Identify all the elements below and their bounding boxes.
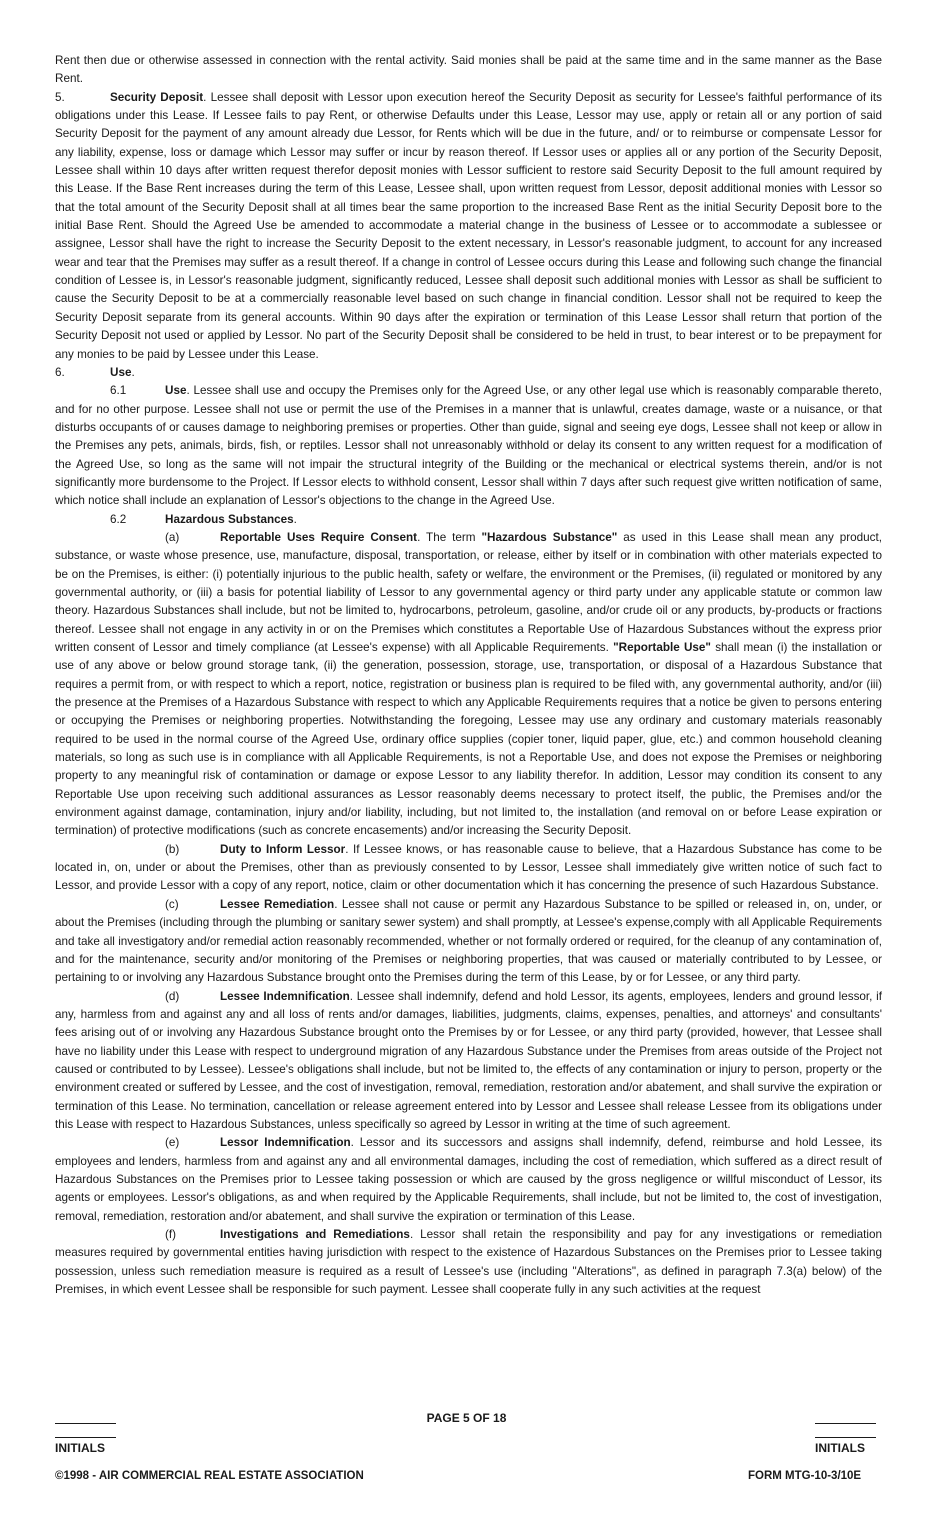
subsection-letter: (d) bbox=[165, 989, 180, 1003]
defined-term: "Hazardous Substance" bbox=[481, 530, 618, 544]
section-number: 6.2 bbox=[110, 512, 127, 526]
section-6-use bbox=[55, 364, 882, 382]
section-title: Use bbox=[165, 384, 187, 398]
subsection-letter: (e) bbox=[165, 1136, 180, 1150]
section-punct: . bbox=[131, 365, 135, 379]
subsection-d bbox=[55, 988, 882, 1135]
document-body bbox=[55, 52, 882, 1299]
section-6-2-hazardous-substances bbox=[55, 511, 882, 529]
subsection-letter: (f) bbox=[165, 1228, 177, 1241]
section-title: Security Deposit bbox=[110, 90, 204, 104]
subsection-title: Investigations and Remediations bbox=[220, 1228, 410, 1241]
section-punct: . bbox=[293, 512, 297, 526]
section-number: 6.1 bbox=[110, 384, 127, 398]
subsection-c bbox=[55, 896, 882, 988]
section-number: 6. bbox=[55, 365, 65, 379]
subsection-text: . The term bbox=[417, 530, 482, 544]
subsection-letter: (a) bbox=[165, 530, 180, 544]
subsection-title: Lessee Indemnification bbox=[220, 989, 350, 1003]
section-text: . Lessee shall use and occupy the Premises only for the Agreed Use, or any other legal use which is reasonably comparable thereto, and for no other purpose. Lessee shall not use or permit the use of the Premises in a manner that is unlawful, creates damage, waste or a nuisance, or that disturbs occupants of or causes damage to neighboring premises or properties. Other than guide, signal and seeing eye dogs, Lessee shall not keep or allow in the Premises any pets, animals, birds, fish, or reptiles. Lessor shall not unreasonably withhold or delay its consent to any written request for a modification of the Agreed Use, so long as the same will not impair the structural integrity of the Building or the mechanical or electrical systems therein, and/or is not significantly more burdensome to the Project. If Lessor elects to withhold consent, Lessor shall within 7 days after such request give written notification of same, which notice shall include an explanation of Lessor's objections to the change in the Agreed Use. bbox=[55, 384, 882, 508]
subsection-letter: (c) bbox=[165, 897, 179, 911]
subsection-a bbox=[55, 529, 882, 841]
form-number: FORM MTG-10-3/10E bbox=[748, 1470, 862, 1482]
subsection-title: Duty to Inform Lessor bbox=[220, 842, 346, 856]
subsection-e bbox=[55, 1134, 882, 1226]
subsection-text: . If Lessee knows, or has reasonable cause to believe, that a Hazardous Substance has come to be located in, on, under or about the Premises, other than as previously consented to by Lessor, Lessee shall immediately give written notice of such fact to Lessor, and provide Lessor with a copy of any report, notice, claim or other documentation which it has concerning the presence of such Hazardous Substance. bbox=[55, 842, 882, 893]
subsection-title: Lessee Remediation bbox=[220, 897, 335, 911]
section-text: . Lessee shall deposit with Lessor upon execution hereof the Security Deposit as security for Lessee's faithful performance of its obligations under this Lease. If Lessee fails to pay Rent, or otherwise Defaults under this Lease, Lessor may use, apply or retain all or any portion of said Security Deposit for the payment of any amount already due Lessor, for Rents which will be due in the future, and/ or to reimburse or compensate Lessor for any liability, expense, loss or damage which Lessor may suffer or incur by reason thereof. If Lessor uses or applies all or any portion of the Security Deposit, Lessee shall within 10 days after written request therefor deposit monies with Lessor sufficient to restore said Security Deposit to the full amount required by this Lease. If the Base Rent increases during the term of this Lease, Lessee shall, upon written request from Lessor, deposit additional monies with Lessor so that the total amount of the Security Deposit shall at all times bear the same proportion to the increased Base Rent as the initial Security Deposit bore to the initial Base Rent. Should the Agreed Use be amended to accommodate a material change in the business of Lessee or to accommodate a sublessee or assignee, Lessor shall have the right to increase the Security Deposit to the extent necessary, in Lessor's reasonable judgment, to account for any increased wear and tear that the Premises may suffer as a result thereof. If a change in control of Lessee occurs during this Lease and following such change the financial condition of Lessee is, in Lessor's reasonable judgment, significantly reduced, Lessee shall deposit such additional monies with Lessor as shall be sufficient to cause the Security Deposit to be at a commercially reasonable level based on such change in financial condition. Lessor shall not be required to keep the Security Deposit separate from its general accounts. Within 90 days after the expiration or termination of this Lease Lessor shall return that portion of the Security Deposit not used or applied by Lessor. No part of the Security Deposit shall be considered to be held in trust, to bear interest or to be prepayment for any monies to be paid by Lessee under this Lease. bbox=[55, 90, 882, 361]
subsection-text: . Lessor shall retain the responsibility and pay for any investigations or remediation measures required by governmental entities having jurisdiction with respect to the existence of Hazardous Substances on the Premises prior to Lessee taking possession, unless such remediation measure is required as a result of Lessee's use (including "Alterations", as defined in paragraph 7.3(a) below) of the Premises, in which event Lessee shall be responsible for such payment. Lessee shall cooperate fully in any such activities at the request bbox=[55, 1228, 882, 1297]
subsection-letter: (b) bbox=[165, 842, 180, 856]
initials-label-right: INITIALS bbox=[815, 1441, 865, 1455]
subsection-title: Reportable Uses Require Consent bbox=[220, 530, 418, 544]
subsection-text: . Lessor and its successors and assigns shall indemnify, defend, reimburse and hold Lessee, its employees and lenders, harmless from and against any and all environmental damages, including the cost of remediation, which suffered as a direct result of Hazardous Substances on the Premises prior to Lessee taking possession or which are caused by the gross negligence or willful misconduct of Lessor, its agents or employees. Lessor's obligations, as and when required by the Applicable Requirements, shall include, but not be limited to, the cost of investigation, removal, remediation, restoration and/or abatement, and shall survive the expiration or termination of this Lease. bbox=[55, 1136, 883, 1223]
subsection-text: as used in this Lease shall mean any product, substance, or waste whose presence, use, manufacture, disposal, transportation, or release, either by itself or in combination with other materials expected to be on the Premises, is either: (i) potentially injurious to the public health, safety or welfare, the environment or the Premises, (ii) regulated or monitored by any governmental authority, or (iii) a basis for potential liability of Lessor to any governmental agency or third party under any applicable statute or common law theory. Hazardous Substances shall include, but not be limited to, hydrocarbons, petroleum, gasoline, and/or crude oil or any products, by-products or fractions thereof. Lessee shall not engage in any activity in or on the Premises which constitutes a Reportable Use of Hazardous Substances without the express prior written consent of Lessor and timely compliance (at Lessee's expense) with all Applicable Requirements. bbox=[55, 530, 883, 654]
section-title: Hazardous Substances bbox=[165, 512, 294, 526]
subsection-text: shall mean (i) the installation or use of any above or below ground storage tank, (ii) the generation, possession, storage, use, transportation, or disposal of a Hazardous Substance that requires a permit from, or with respect to which a report, notice, registration or business plan is required to be filed with, any governmental authority, and/or (iii) the presence at the Premises of a Hazardous Substance with respect to which any Applicable Requirements requires that a notice be given to persons entering or occupying the Premises or neighboring properties. Notwithstanding the foregoing, Lessee may use any ordinary and customary materials reasonably required to be used in the normal course of the Agreed Use, ordinary office supplies (copier toner, liquid paper, glue, etc.) and common household cleaning materials, so long as such use is in compliance with all Applicable Requirements, is not a Reportable Use, and does not expose the Premises or neighboring property to any meaningful risk of contamination or damage or expose Lessor to any liability therefor. In addition, Lessor may condition its consent to any Reportable Use upon receiving such additional assurances as Lessor reasonably deems necessary to protect itself, the public, the Premises and/or the environment against damage, contamination, injury and/or liability, including, but not limited to, the installation (and removal on or before Lease expiration or termination) of protective modifications (such as concrete encasements) and/or increasing the Security Deposit. bbox=[55, 641, 882, 838]
subsection-title: Lessor Indemnification bbox=[220, 1136, 351, 1150]
initials-label-left: INITIALS bbox=[55, 1441, 105, 1455]
subsection-text: . Lessee shall not cause or permit any Hazardous Substance to be spilled or released in, on, under, or about the Premises (including through the plumbing or sanitary sewer system) and shall promptly, at Lessee's expense,comply with all Applicable Requirements and take all investigatory and/or remedial action reasonably recommended, whether or not formally ordered or required, for the cleanup of any contamination of, and for the maintenance, security and/or monitoring of the Premises or neighboring properties, that was caused or materially contributed to by Lessee, or pertaining to or involving any Hazardous Substance brought onto the Premises during the term of this Lease, by or for Lessee, or any third party. bbox=[55, 897, 882, 985]
page-number: PAGE 5 OF 18 bbox=[426, 1411, 507, 1425]
section-number: 5. bbox=[55, 90, 65, 104]
initials-line-right-2 bbox=[815, 1437, 876, 1438]
subsection-b bbox=[55, 841, 882, 896]
initials-line-left-2 bbox=[55, 1437, 116, 1438]
copyright-notice: ©1998 - AIR COMMERCIAL REAL ESTATE ASSOCIATION bbox=[55, 1470, 364, 1482]
defined-term: "Reportable Use" bbox=[613, 641, 711, 654]
section-title: Use bbox=[110, 365, 132, 379]
section-5-security-deposit bbox=[55, 89, 882, 364]
section-6-1-use bbox=[55, 382, 882, 510]
initials-line-right-1 bbox=[815, 1423, 876, 1424]
subsection-text: . Lessee shall indemnify, defend and hold Lessor, its agents, employees, lenders and ground lessor, if any, harmless from and against any and all loss of rents and/or damages, liabilities, judgments, claims, expenses, penalties, and attorneys' and consultants' fees arising out of or involving any Hazardous Substance brought onto the Premises by or for Lessee, or any third party (provided, however, that Lessee shall have no liability under this Lease with respect to underground migration of any Hazardous Substance under the Premises from areas outside of the Project not caused or contributed to by Lessee). Lessee's obligations shall include, but not be limited to, the effects of any contamination or injury to person, property or the environment created or suffered by Lessee, and the cost of investigation, removal, remediation, restoration and/or abatement, and shall survive the expiration or termination of this Lease. No termination, cancellation or release agreement entered into by Lessor and Lessee shall release Lessee from its obligations under this Lease with respect to Hazardous Substances, unless specifically so agreed by Lessor in writing at the time of such agreement. bbox=[55, 989, 882, 1131]
intro-paragraph: Rent then due or otherwise assessed in connection with the rental activity. Said monies shall be paid at the same time and in the same manner as the Base Rent. bbox=[55, 54, 882, 86]
initials-line-left-1 bbox=[55, 1423, 116, 1424]
subsection-f bbox=[55, 1226, 882, 1299]
